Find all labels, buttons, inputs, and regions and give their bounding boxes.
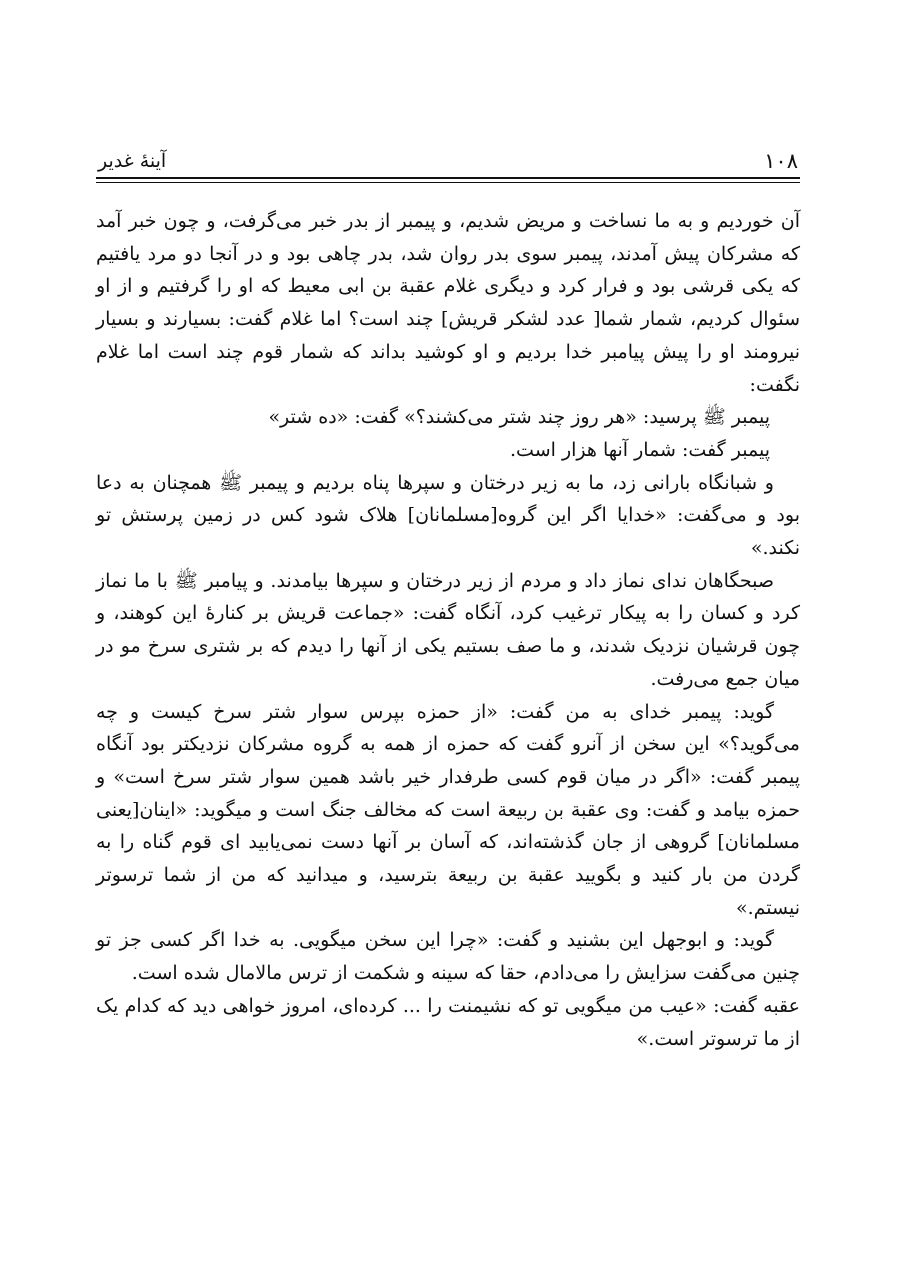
paragraph-8: عقبه گفت: «عیب من میگویی تو که نشیمنت را ... کرده‌ای، امروز خواهی دید که کدام یک از ما ترسوتر است.» [96, 994, 800, 1050]
header-rule-thick [96, 177, 800, 179]
paragraph-4: و شبانگاه بارانی زد، ما به زیر درختان و سپرها پناه بردیم و پیمبر ﷺ همچنان به دعا بود و می‌گفت: «خدایا اگر این گروه[مسلمانان] هلاک شود کس در زمین پرستش تو نکند.» [96, 471, 800, 560]
running-header [96, 146, 800, 176]
body-text [96, 205, 800, 1055]
page-number: ۱۰۸ [764, 149, 798, 173]
paragraph-2: پیمبر ﷺ پرسید: «هر روز چند شتر می‌کشند؟» گفت: «ده شتر» [268, 406, 770, 429]
paragraph-1: آن خوردیم و به ما نساخت و مریض شدیم، و پیمبر از بدر خبر می‌گرفت، و چون خبر آمد که مشرکان پیش آمدند، پیمبر سوی بدر روان شد، بدر چاهی بود و در آنجا دو مرد یافتیم که یکی قرشی بود و فرار کرد و دیگری غلام عقبة بن ابی معیط که او را گرفتیم و از او سئوال کردیم، شمار شما[ عدد لشکر قریش] چند است؟ اما غلام گفت: بسیارند و بسیار نیرومند او را پیش پیامبر خدا بردیم و او کوشید بداند که شمار قوم چند است اما غلام نگفت: [96, 210, 800, 396]
paragraph-7: گوید: و ابوجهل این بشنید و گفت: «چرا این سخن میگویی. به خدا اگر کسی جز تو چنین می‌گفت سزایش را می‌دادم، حقا که سینه و شکمت از ترس مالامال شده است. [96, 929, 800, 985]
paragraph-5: صبحگاهان ندای نماز داد و مردم از زیر درختان و سپرها بیامدند. و پیامبر ﷺ با ما نماز کرد و کسان را به پیکار ترغیب کرد، آنگاه گفت: «جماعت قریش بر کنارهٔ این کوهند، و چون قرشیان نزدیک شدند، و ما صف بستیم یکی از آنها را دیدم که بر شتری سرخ مو در میان جمع می‌رفت. [96, 569, 800, 690]
paragraph-3: پیمبر گفت: شمار آنها هزار است. [510, 438, 770, 461]
book-title: آینهٔ غدیر [98, 150, 167, 172]
header-rule-thin [96, 182, 800, 183]
paragraph-6: گوید: پیمبر خدای به من گفت: «از حمزه بپرس سوار شتر سرخ کیست و چه می‌گوید؟» این سخن از آنرو گفت که حمزه از همه به گروه مشرکان نزدیکتر بود آنگاه پیمبر گفت: «اگر در میان قوم کسی طرفدار خیر باشد همین سوار شتر سرخ است» و حمزه بیامد و گفت: وی عقبة بن ربیعة است که مخالف جنگ است و میگوید: «اینان[یعنی مسلمانان] گروهی از جان گذشته‌اند، که آسان بر آنها دست نمی‌یابید ای قوم گناه را به گردن من بار کنید و بگویید عقبة بن ربیعة بترسید، و میدانید که من از شما ترسوتر نیستم.» [96, 700, 800, 919]
